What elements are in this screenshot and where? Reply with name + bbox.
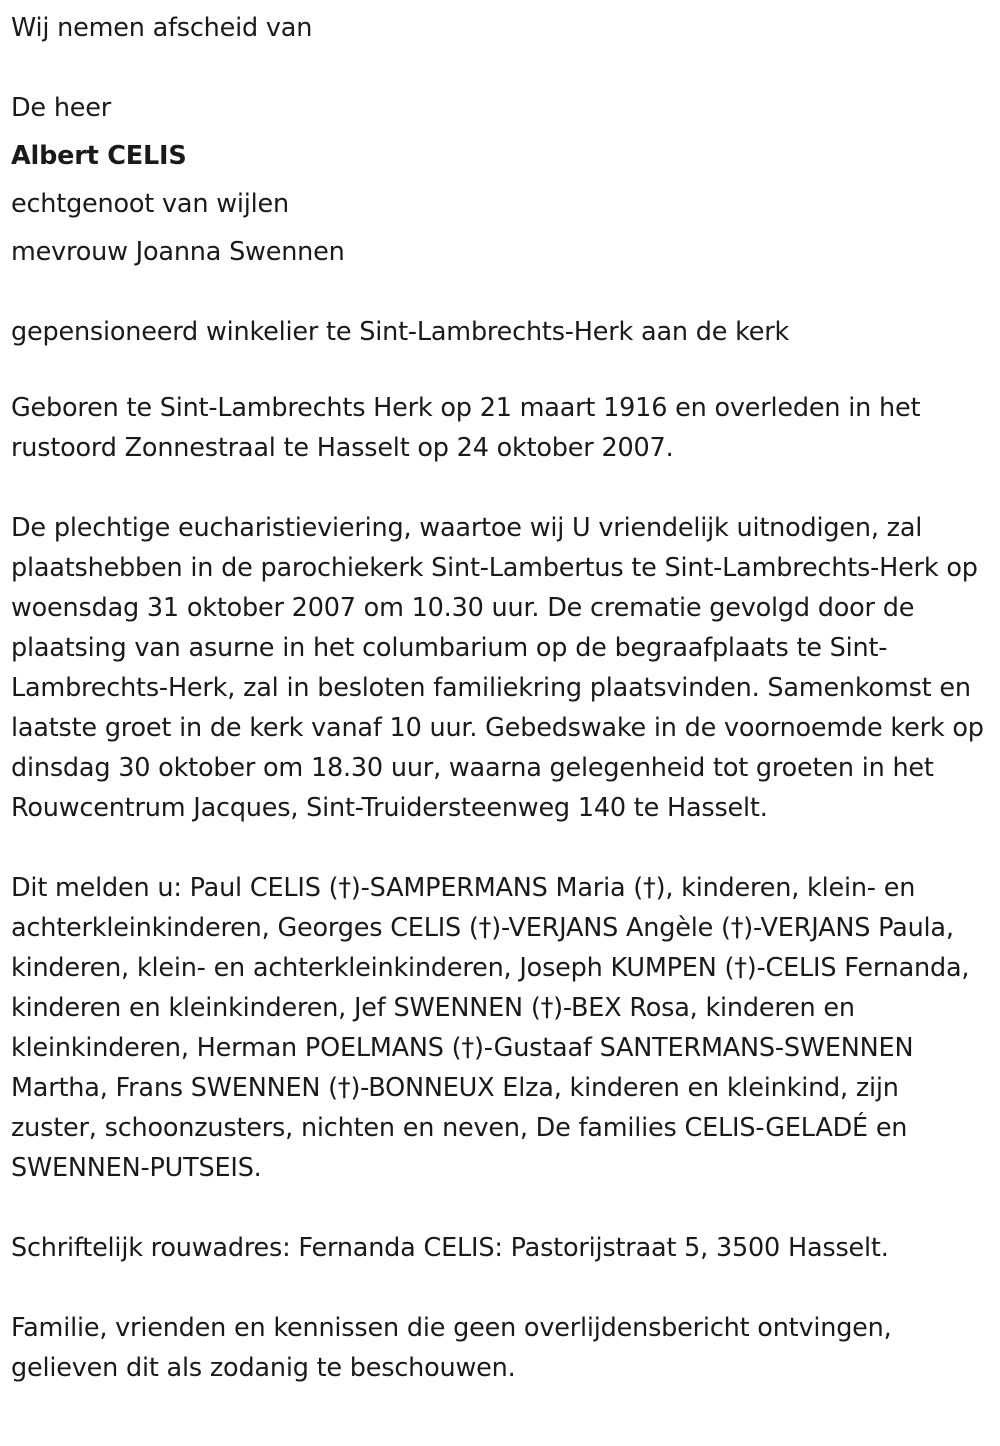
occupation-text: gepensioneerd winkelier te Sint-Lambrechts-Herk aan de kerk [11,317,790,347]
honorific: De heer [11,93,112,123]
address-paragraph: Schriftelijk rouwadres: Fernanda CELIS: Pastorijstraat 5, 3500 Hasselt. [11,1233,889,1263]
deceased-name: Albert CELIS [11,141,187,171]
death-notice [11,4,986,1388]
closing-paragraph: Familie, vrienden en kennissen die geen overlijdensbericht ontvingen, gelieven dit als zodanig te beschouwen. [11,1313,892,1383]
intro-text: Wij nemen afscheid van [11,13,313,43]
birth-death-paragraph: Geboren te Sint-Lambrechts Herk op 21 maart 1916 en overleden in het rustoord Zonnestraal te Hasselt op 24 oktober 2007. [11,393,921,463]
spouse-line-2: mevrouw Joanna Swennen [11,237,345,267]
family-paragraph: Dit melden u: Paul CELIS (†)-SAMPERMANS Maria (†), kinderen, klein- en achterkleinkinderen, Georges CELIS (†)-VERJANS Angèle (†)-VERJANS Paula, kinderen, klein- en achterkleinkinderen, Joseph KUMPEN (†)-CELIS Fernanda, kinderen en kleinkinderen, Jef SWENNEN (†)-BEX Rosa, kinderen en kleinkinderen, Herman POELMANS (†)-Gustaaf SANTERMANS-SWENNEN Martha, Frans SWENNEN (†)-BONNEUX Elza, kinderen en kleinkind, zijn zuster, schoonzusters, nichten en neven, De families CELIS-GELADÉ en SWENNEN-PUTSEIS. [11,873,970,1183]
ceremony-paragraph: De plechtige eucharistieviering, waartoe wij U vriendelijk uitnodigen, zal plaatshebben in de parochiekerk Sint-Lambertus te Sint-Lambrechts-Herk op woensdag 31 oktober 2007 om 10.30 uur. De crematie gevolgd door de plaatsing van asurne in het columbarium op de begraafplaats te Sint-Lambrechts-Herk, zal in besloten familiekring plaatsvinden. Samenkomst en laatste groet in de kerk vanaf 10 uur. Gebedswake in de voornoemde kerk op dinsdag 30 oktober om 18.30 uur, waarna gelegenheid tot groeten in het Rouwcentrum Jacques, Sint-Truidersteenweg 140 te Hasselt. [11,513,984,823]
spouse-line-1: echtgenoot van wijlen [11,189,289,219]
